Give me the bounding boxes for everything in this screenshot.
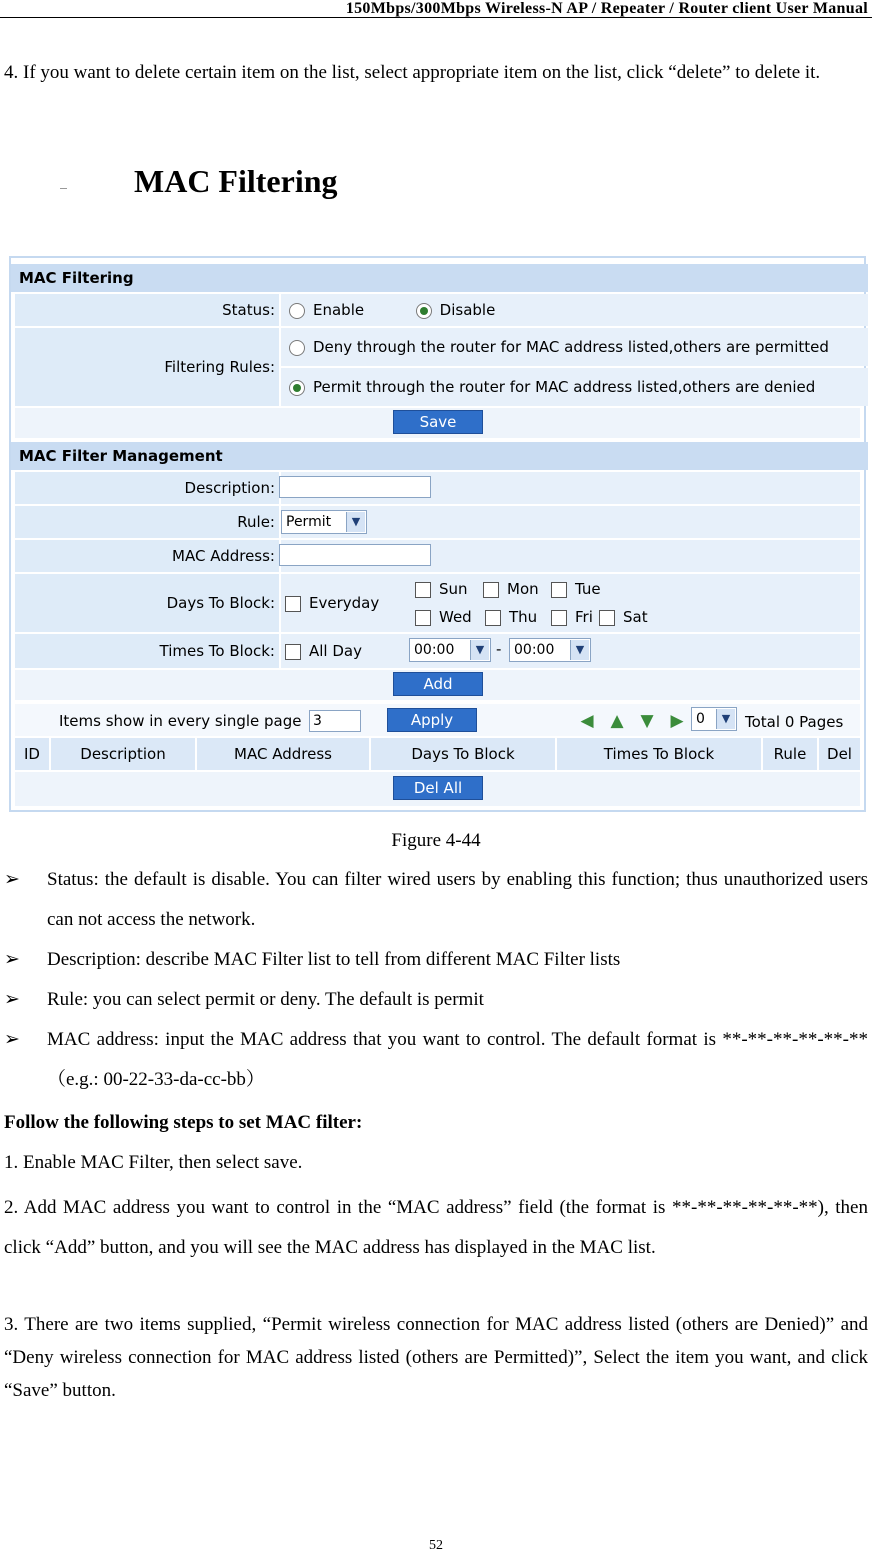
day-sat-label: Sat [623, 608, 648, 626]
day-wed-checkbox[interactable] [415, 610, 431, 626]
time-to-select[interactable] [509, 638, 591, 662]
bullet-text: MAC address: input the MAC address that you want to control. The default format is **-**-**-**-**-**（e.g.: 00-22-33-da-cc-bb） [47, 1029, 868, 1090]
add-button[interactable]: Add [393, 672, 483, 696]
total-label: Total [745, 713, 781, 731]
col-days-to-block: Days To Block [371, 738, 555, 770]
rule-label: Rule: [15, 506, 279, 538]
previous-page-icon[interactable]: ▲ [610, 711, 624, 731]
time-to-value: 00:00 [514, 642, 555, 658]
everyday-checkbox[interactable] [285, 596, 301, 612]
page-number: 52 [429, 1538, 443, 1553]
page-header: 150Mbps/300Mbps Wireless-N AP / Repeater / Router client User Manual [0, 0, 872, 18]
day-wed-label: Wed [439, 608, 472, 626]
intro-paragraph: 4. If you want to delete certain item on the list, select appropriate item on the list, click “delete” to delete it. [4, 62, 821, 83]
bullet-item [4, 860, 868, 940]
mac-filtering-title: MAC Filtering [11, 264, 868, 292]
rule-deny-radio[interactable] [289, 340, 305, 356]
mac-filtering-screenshot [9, 256, 866, 812]
status-options [281, 294, 868, 326]
day-sun-label: Sun [439, 580, 468, 598]
bullet-text: Rule: you can select permit or deny. The default is permit [47, 989, 484, 1010]
bullet-text: Status: the default is disable. You can filter wired users by enabling this function; thus unauthorized users can not access the network. [47, 869, 868, 930]
bullet-item [4, 1020, 868, 1100]
rule-deny-row [281, 328, 868, 366]
items-per-page-label: Items show in every single page [59, 712, 302, 730]
days-cell [407, 574, 860, 632]
rule-deny-label: Deny through the router for MAC address listed,others are permitted [313, 338, 829, 356]
status-enable-radio[interactable] [289, 303, 305, 319]
heading-marker [60, 188, 67, 189]
bullet-arrow-icon: ➢ [4, 869, 20, 890]
description-label: Description: [15, 472, 279, 504]
all-day-checkbox[interactable] [285, 644, 301, 660]
pages-label: Pages [799, 713, 844, 731]
next-page-icon[interactable]: ▼ [640, 711, 654, 731]
mac-address-input[interactable] [279, 544, 431, 566]
mac-list-header [15, 738, 860, 770]
all-day-cell [281, 634, 409, 668]
day-thu-checkbox[interactable] [485, 610, 501, 626]
bullet-item [4, 980, 868, 1020]
mac-address-label: MAC Address: [15, 540, 279, 572]
del-all-button[interactable]: Del All [393, 776, 483, 800]
total-pages-text [745, 713, 843, 731]
first-page-icon[interactable]: ◀ [580, 711, 594, 731]
everyday-label: Everyday [309, 594, 380, 612]
col-times-to-block: Times To Block [557, 738, 761, 770]
steps-title: Follow the following steps to set MAC filter: [4, 1112, 363, 1133]
bullet-arrow-icon: ➢ [4, 989, 20, 1010]
last-page-icon[interactable]: ▶ [670, 711, 684, 731]
day-sun-checkbox[interactable] [415, 582, 431, 598]
rule-select-value: Permit [286, 514, 332, 530]
items-per-page-input[interactable]: 3 [309, 710, 361, 732]
status-label: Status: [15, 294, 279, 326]
filtering-rules-label: Filtering Rules: [15, 328, 279, 406]
chevron-down-icon: ▼ [470, 640, 489, 660]
col-description: Description [51, 738, 195, 770]
day-mon-label: Mon [507, 580, 539, 598]
status-enable-label: Enable [313, 301, 365, 319]
apply-button[interactable]: Apply [387, 708, 477, 732]
day-sat-checkbox[interactable] [599, 610, 615, 626]
chevron-down-icon: ▼ [570, 640, 589, 660]
rule-permit-row [281, 368, 868, 406]
bullet-arrow-icon: ➢ [4, 949, 20, 970]
rule-permit-label: Permit through the router for MAC address listed,others are denied [313, 378, 816, 396]
day-tue-label: Tue [575, 580, 601, 598]
description-input[interactable] [279, 476, 431, 498]
bullet-arrow-icon: ➢ [4, 1029, 20, 1050]
page-select[interactable] [691, 707, 737, 731]
day-mon-checkbox[interactable] [483, 582, 499, 598]
everyday-cell [281, 574, 409, 632]
section-heading: MAC Filtering [134, 163, 338, 199]
day-fri-label: Fri [575, 608, 593, 626]
time-separator: - [496, 640, 502, 658]
page-select-value: 0 [696, 711, 705, 727]
col-mac-address: MAC Address [197, 738, 369, 770]
bullet-item [4, 940, 868, 980]
col-id: ID [15, 738, 49, 770]
day-fri-checkbox[interactable] [551, 610, 567, 626]
save-button[interactable]: Save [393, 410, 483, 434]
col-del: Del [819, 738, 860, 770]
bullet-text: Description: describe MAC Filter list to tell from different MAC Filter lists [47, 949, 621, 970]
status-disable-label: Disable [439, 301, 496, 319]
total-value: 0 [784, 713, 795, 731]
rule-cell [281, 506, 860, 538]
days-to-block-label: Days To Block: [15, 574, 279, 632]
times-to-block-label: Times To Block: [15, 634, 279, 668]
step-2: 2. Add MAC address you want to control in the “MAC address” field (the format is **-**-**-**-**-**), then click “Add” button, and you will see the MAC address has displayed in the MAC list. [4, 1197, 868, 1258]
figure-caption: Figure 4-44 [391, 830, 481, 851]
step-3: 3. There are two items supplied, “Permit wireless connection for MAC address listed (others are Denied)” and “Deny wireless connection for MAC address listed (others are Permitted)”, Select the item you want, and click “Save” button. [4, 1314, 868, 1401]
all-day-label: All Day [309, 642, 362, 660]
rule-permit-radio[interactable] [289, 380, 305, 396]
time-from-value: 00:00 [414, 642, 455, 658]
day-thu-label: Thu [509, 608, 538, 626]
time-from-select[interactable] [409, 638, 491, 662]
chevron-down-icon: ▼ [716, 709, 735, 729]
day-tue-checkbox[interactable] [551, 582, 567, 598]
status-disable-radio[interactable] [416, 303, 432, 319]
chevron-down-icon: ▼ [346, 512, 365, 532]
mac-filter-management-title: MAC Filter Management [11, 442, 868, 470]
step-1: 1. Enable MAC Filter, then select save. [4, 1152, 303, 1173]
rule-select[interactable] [281, 510, 367, 534]
col-rule: Rule [763, 738, 817, 770]
